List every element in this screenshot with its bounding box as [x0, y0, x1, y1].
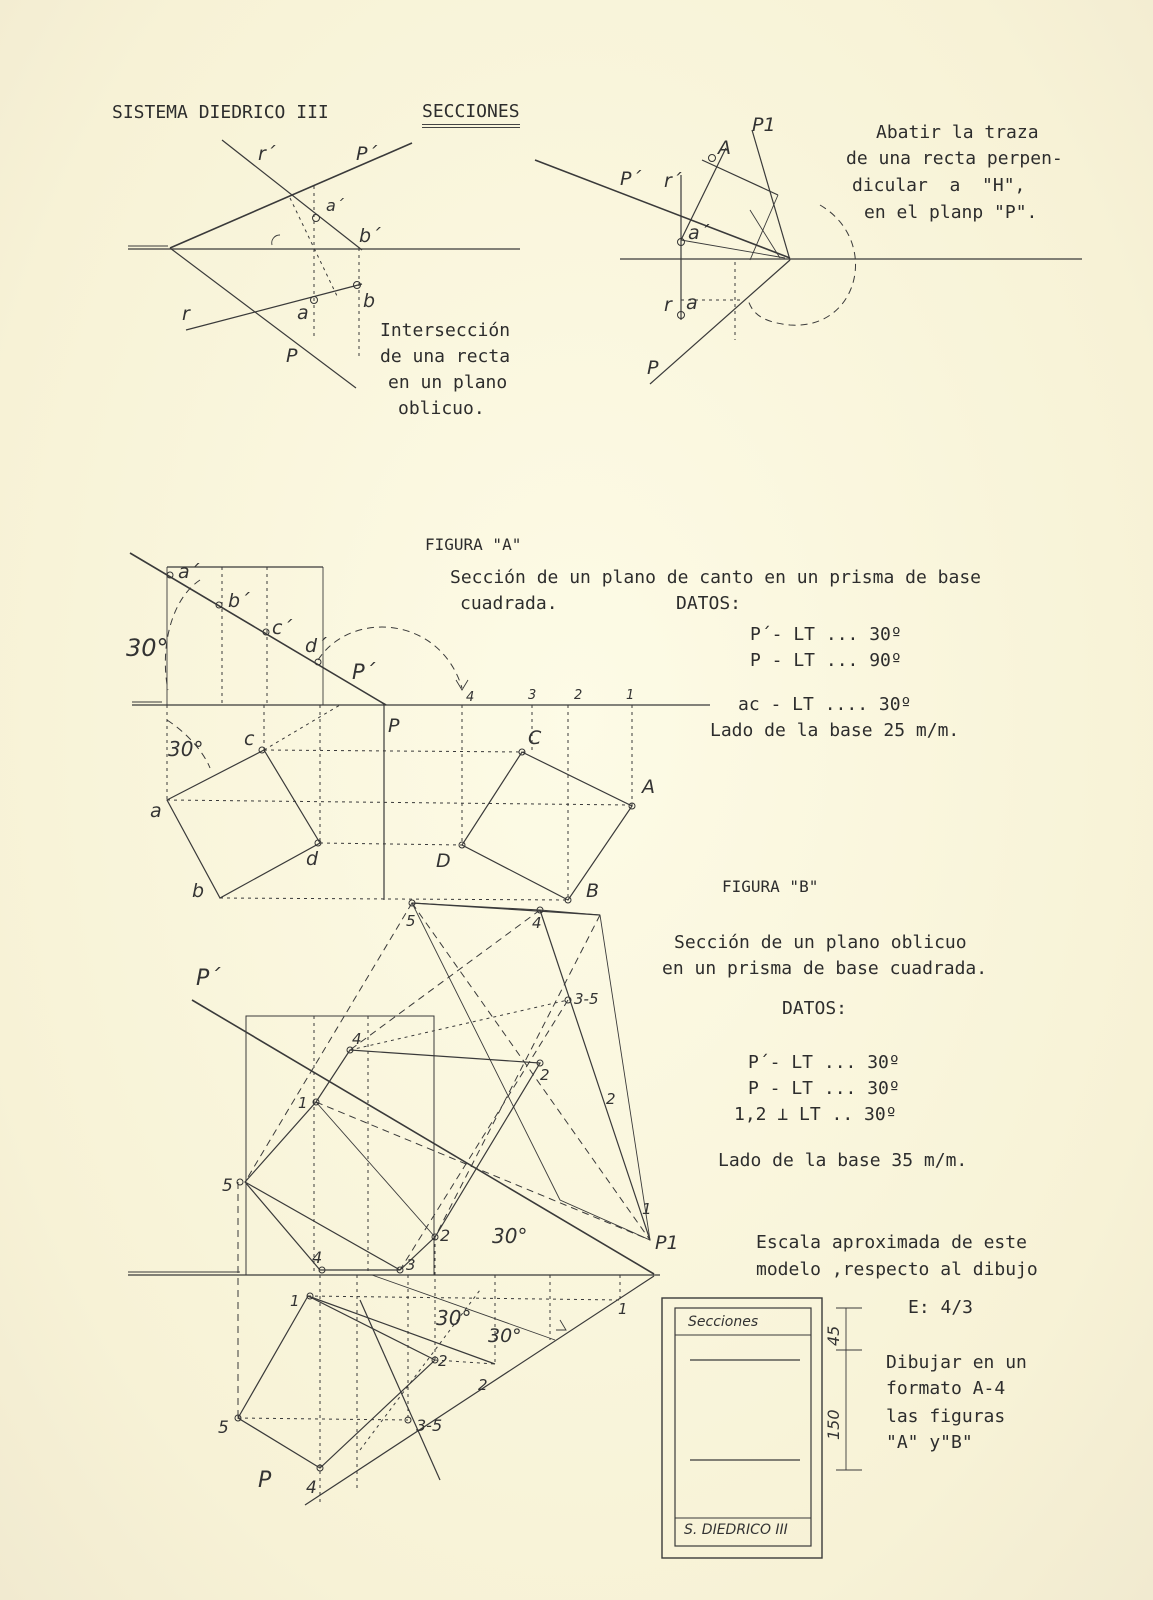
figA-label-d-prime: d´ [305, 635, 327, 657]
fig1-label-b: b [363, 290, 376, 312]
figA-label-C: C [528, 727, 542, 749]
figA-datos-label: DATOS: [676, 593, 742, 614]
figB-label-3-mid: 3 [406, 1256, 416, 1274]
figB-desc-1: Sección de un plano oblicuo [674, 932, 967, 953]
tb-inner [675, 1308, 811, 1546]
figA-datos-1: P´- LT ... 30º [750, 624, 902, 645]
figB-section-diag2 [316, 1102, 435, 1237]
figA-plan-square [167, 750, 320, 898]
figB-datos-3: 1,2 ⊥ LT .. 30º [734, 1104, 897, 1125]
figB-desc-2: en un prisma de base cuadrada. [662, 958, 988, 979]
figB-label-ang-a: 30° [492, 1224, 528, 1248]
figA-label-gl-4: 4 [466, 690, 475, 705]
figA-label-p: P [388, 715, 400, 737]
figA-plan-h4 [220, 898, 568, 900]
figA-aux-1 [264, 705, 340, 750]
tb-footer: S. DIEDRICO III [684, 1522, 788, 1538]
figB-label-p-prime: P´ [196, 966, 221, 991]
fig1-label-p-prime: P´ [356, 143, 377, 165]
figB-incl-edge-4 [400, 1000, 568, 1270]
figB-label-5-top: 5 [406, 912, 416, 930]
fig1-caption-2: de una recta [380, 346, 511, 367]
figB-datos-2: P - LT ... 30º [748, 1078, 900, 1099]
figB-trace-p-prime [192, 1000, 654, 1274]
figA-label-b: b [192, 880, 205, 902]
figA-label-b-prime: b´ [228, 590, 250, 612]
figA-plan-h2 [264, 750, 525, 752]
figA-label-a: a [150, 800, 162, 822]
fig2-label-a-prime: a´ [688, 222, 710, 244]
fig1-line-r [186, 284, 362, 330]
figB-arrow [556, 1320, 566, 1330]
fig1-caption-1: Intersección [380, 320, 511, 341]
sheet-title: SISTEMA DIEDRICO III [112, 102, 329, 123]
figB-section-diag [245, 1182, 400, 1270]
figA-true-section [462, 752, 632, 900]
fig2-caption-3: dicular a "H", [852, 175, 1026, 196]
figA-title: FIGURA "A" [425, 535, 522, 554]
figB-label-p: P [258, 1468, 272, 1493]
fig1-label-b-prime: b´ [359, 225, 381, 247]
figA-trace-p-prime [130, 553, 386, 705]
figA-label-D: D [436, 850, 451, 872]
figA-drawing [130, 553, 710, 903]
fig2-ray-4 [750, 195, 778, 260]
figB-label-4-mid: 4 [352, 1030, 362, 1048]
fig2-trace-p1 [752, 130, 790, 260]
fig2-label-a-upper: A [718, 137, 731, 159]
figB-label-2-r: 2 [606, 1090, 616, 1108]
figB-incl-edge-5 [435, 915, 600, 1237]
figA-plan-h3 [320, 843, 462, 845]
figB-label-35-b: 3-5 [416, 1416, 443, 1435]
fig1-trace-p [170, 248, 356, 388]
figA-label-B: B [586, 880, 600, 902]
fig2-ray-2 [702, 160, 778, 195]
figA-desc-2: cuadrada. [460, 593, 558, 614]
figB-incl-diag [412, 903, 650, 1240]
figB-label-4-low: 4 [312, 1248, 323, 1267]
figB-label-2-low: 2 [440, 1226, 451, 1245]
tb-dim-top: 45 [824, 1325, 843, 1346]
figA-label-gl-2: 2 [574, 688, 583, 703]
figA-datos-2: P - LT ... 90º [750, 650, 902, 671]
figB-instr-2: formato A-4 [886, 1378, 1006, 1399]
figA-desc-1: Sección de un plano de canto en un prisma de base [450, 567, 982, 588]
figB-label-p1: P1 [655, 1232, 679, 1254]
figB-title: FIGURA "B" [722, 877, 819, 896]
figA-arc-30-top [165, 580, 200, 690]
tb-dim-mid: 150 [824, 1409, 843, 1440]
fig1-line-r-prime [222, 140, 362, 250]
fig2-point-upper [709, 155, 716, 162]
figB-label-1-far: 1 [618, 1300, 628, 1318]
fig2-rotation-arc [748, 205, 856, 325]
fig2-label-r-prime: r´ [664, 170, 682, 192]
figB-plan-slant [360, 1300, 443, 1480]
fig1-label-p: P [286, 345, 298, 367]
figB-label-ang-c: 30° [488, 1325, 522, 1347]
fig2-caption-2: de una recta perpen- [846, 148, 1063, 169]
fig2-label-p1: P1 [752, 114, 776, 136]
figA-label-c: c [244, 728, 255, 750]
figB-plan-square [238, 1296, 435, 1468]
figB-datos-4: Lado de la base 35 m/m. [718, 1150, 968, 1171]
figB-label-1-low: 1 [290, 1292, 300, 1310]
figB-label-2-b: 2 [438, 1352, 448, 1370]
figA-label-c-prime: c´ [272, 617, 292, 639]
figA-label-A: A [642, 776, 655, 798]
fig2-caption-1: Abatir la traza [876, 122, 1039, 143]
fig1-label-a-prime: a´ [326, 196, 344, 215]
fig2-label-r: r [664, 294, 672, 316]
figA-datos-3: ac - LT .... 30º [738, 694, 912, 715]
figB-incl-diag2 [316, 1102, 650, 1240]
figB-incl-top [412, 903, 600, 915]
sheet-subtitle: SECCIONES [422, 100, 520, 128]
figA-arrow [456, 680, 468, 690]
figA-label-d: d [306, 848, 319, 870]
fig1-point-a-prime [313, 215, 320, 222]
figB-label-5-left: 5 [222, 1176, 233, 1196]
figA-label-p-prime: P´ [352, 660, 376, 684]
figB-incl-edge-2 [350, 910, 540, 1050]
figB-label-ang-b: 30° [436, 1306, 472, 1330]
figB-incl-edge-3 [540, 910, 650, 1240]
figA-label-gl-3: 3 [528, 688, 537, 703]
figB-scale-2: modelo ,respecto al dibujo [756, 1259, 1038, 1280]
figB-plan-h1 [308, 1296, 620, 1300]
figB-scale-1: Escala aproximada de este [756, 1232, 1027, 1253]
figB-label-4-top: 4 [532, 914, 542, 932]
fig1-caption-4: oblicuo. [398, 398, 485, 419]
tb-heading: Secciones [688, 1314, 759, 1330]
figB-label-1-mid: 1 [298, 1094, 308, 1112]
figA-label-angle-top: 30° [126, 634, 169, 662]
fig1-label-r: r [182, 303, 190, 325]
figA-label-a-prime: a´ [178, 561, 200, 583]
figB-scale-value: E: 4/3 [908, 1297, 974, 1318]
figB-label-2-mid: 2 [540, 1066, 550, 1084]
fig1-caption-3: en un plano [388, 372, 508, 393]
fig2-trace-p-prime [535, 160, 790, 258]
fig2-trace-p [650, 260, 790, 384]
fig2-ray-3 [750, 210, 780, 258]
figB-label-5-b: 5 [218, 1418, 229, 1438]
figB-instr-3: las figuras [886, 1406, 1006, 1427]
fig1-right-angle [272, 235, 280, 245]
figA-datos-4: Lado de la base 25 m/m. [710, 720, 960, 741]
fig2-label-p-prime: P´ [620, 168, 641, 190]
figA-rotation-arc [318, 627, 462, 688]
figB-label-35-top: 3-5 [574, 990, 599, 1008]
figB-incl-diag3 [350, 1000, 568, 1050]
fig2-label-p: P [647, 357, 659, 379]
fig2-label-a: a [686, 292, 698, 314]
figB-incl-edge-1 [245, 903, 412, 1182]
figB-datos-1: P´- LT ... 30º [748, 1052, 900, 1073]
figA-label-angle-low: 30° [168, 737, 204, 761]
figB-label-4-bottom: 4 [306, 1478, 317, 1498]
fig1-label-r-prime: r´ [258, 143, 276, 165]
figB-label-2-c: 2 [478, 1376, 488, 1394]
figA-label-gl-1: 1 [626, 688, 635, 703]
figB-label-1-r: 1 [642, 1200, 652, 1218]
figB-instr-1: Dibujar en un [886, 1352, 1027, 1373]
fig2-caption-4: en el planp "P". [864, 202, 1038, 223]
fig1-label-a: a [297, 302, 309, 324]
tb-outer [662, 1298, 822, 1558]
figA-plan-h1 [167, 800, 630, 805]
figB-datos-label: DATOS: [782, 998, 848, 1019]
figB-instr-4: "A" y"B" [886, 1432, 973, 1453]
